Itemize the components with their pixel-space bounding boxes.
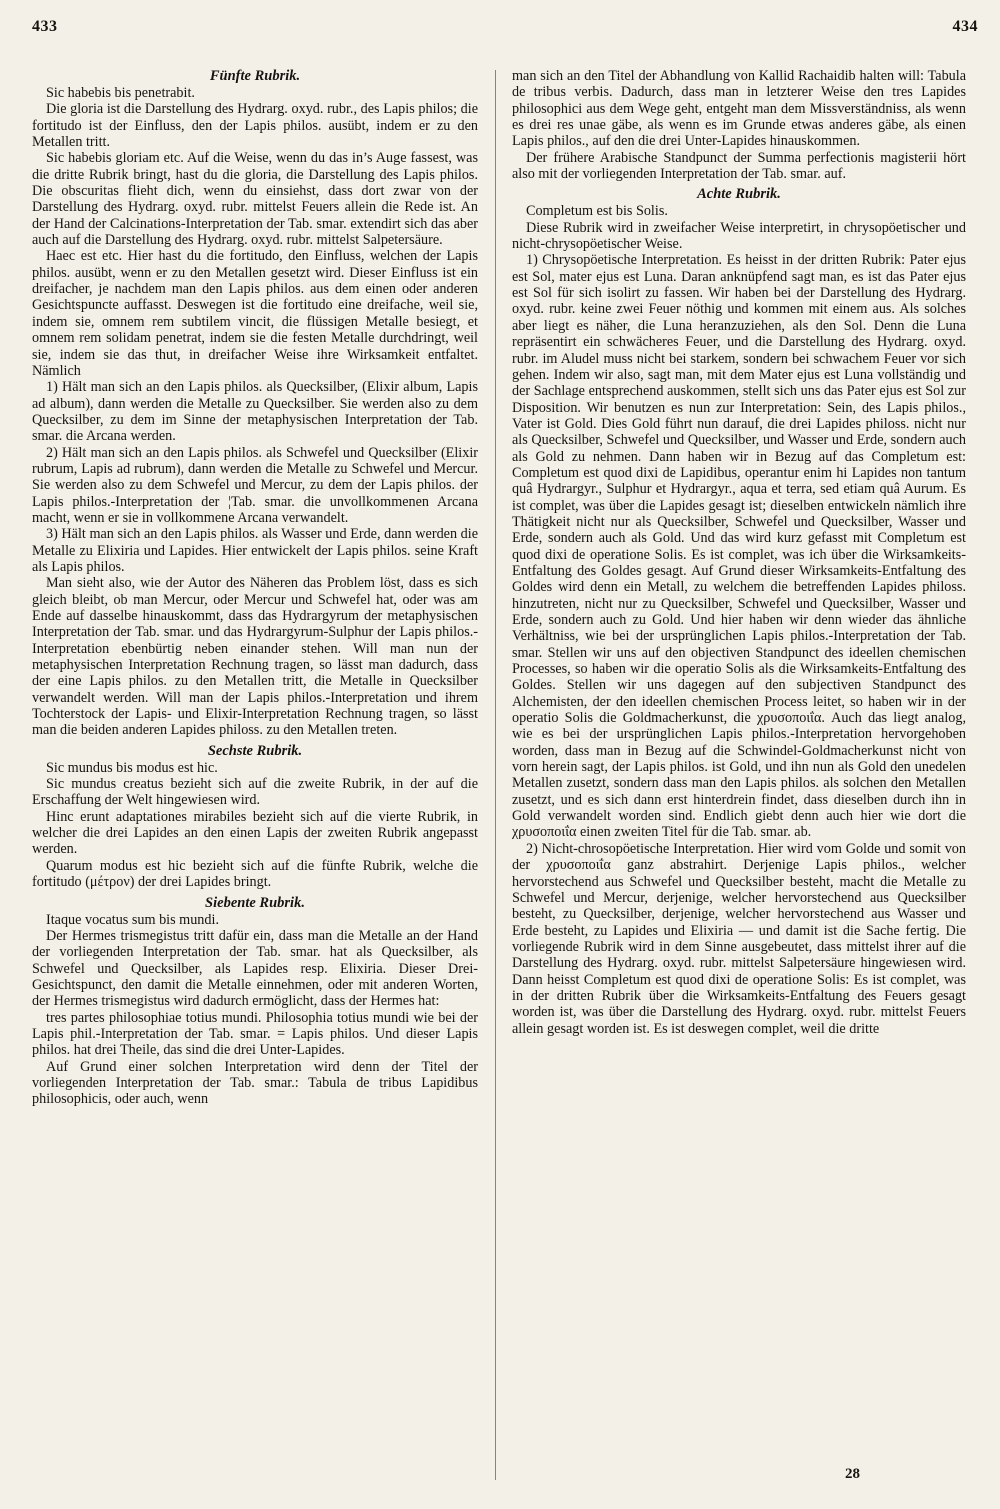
paragraph: 1) Hält man sich an den Lapis philos. als Quecksilber, (Elixir album, Lapis ad album), dann werden die Metalle zu Quecksilber. Sie werden also zu dem Quecksilber, zu dem im Sinne der metaphysischen Interpretation der Tab. smar. die Arcana werden. [32,379,478,445]
paragraph: 3) Hält man sich an den Lapis philos. als Wasser und Erde, dann werden die Metalle zu Elixiria und Lapides. Hier entwickelt der Lapis philos. seine Kraft als Lapis philos. [32,526,478,575]
paragraph: Completum est bis Solis. [526,203,668,220]
rubric-heading: Fünfte Rubrik. [209,68,301,84]
paragraph: Itaque vocatus sum bis mundi. [46,911,219,928]
paragraph: Die gloria ist die Darstellung des Hydrarg. oxyd. rubr., des Lapis philos; die fortitudo ist der Einfluss, den der Lapis philos. ausübt, indem er zu den Metallen tritt. [32,101,478,151]
signature-mark: 28 [845,1466,860,1482]
paragraph: Quarum modus est hic bezieht sich auf die fünfte Rubrik, welche die fortitudo (μέτρον) der drei Lapides bringt. [32,857,478,891]
paragraph: 2) Nicht-chrosopöetische Interpretation. Hier wird vom Golde und somit von der χρυσοποιΐα ganz abstrahirt. Derjenige Lapis philos., welcher hervorstechend aus Schwefel und Quecksilber besteht, macht die Metalle zu Schwefel und Mercur, derjenige, welcher hervorstechend aus Quecksilber besteht, zu Quecksilber, derjenige, welcher hervorstechend aus Wasser und Erde besteht, zu Lapides und Elixiria — und damit ist die Sache fertig. Die vorliegende Rubrik wird in dem Sinne ausgebeutet, dass mittelst ihrer auf die Darstellung des Hydrarg. oxyd. rubr. mittelst Salpetersäure hingewiesen wird. Dann heisst Completum est quod dixi de operatione Solis: Es ist complet, was in der dritten Rubrik über die Wirksamkeits-Entfaltung des Feuers gesagt worden ist, was über die Darstellung des Hydrarg. oxyd. rubr. mittelst Feuers allein gesagt worden ist. Es ist deswegen complet, weil die dritte [512,840,966,1037]
page-number-right: 434 [952,18,978,35]
paragraph: 1) Chrysopöetische Interpretation. Es heisst in der dritten Rubrik: Pater ejus est Sol, mater ejus est Luna. Daran anknüpfend sagt man, es ist das Pater ejus est Sol für sich isolirt zu fassen. Wir haben bei der Darstellung des Hydrarg. oxyd. rubr. keine zwei Feuer nöthig und kommen mit einem aus. Als solches aber liegt es näher, die Luna heranzuziehen, als den Sol. Denn die Luna repräsentirt ein schwächeres Feuer, und die Darstellung des Hydrarg. oxyd. rubr. im Aludel muss nicht bei starkem, sondern bei schwachem Feuer vor sich gehen. Indem wir also, sagt man, mit dem Mater ejus est Luna vollständig und der Sachlage entsprechend auskommen, stellt sich uns das Pater ejus est Sol zur Disposition. Wir benutzen es nun zur Interpretation: Sein, des Lapis philos., Vater ist Gold. Dies Gold führt nun darauf, die drei Lapides philoss. nicht nur als Quecksilber, Schwefel und Quecksilber, und Wasser und Erde, sondern auch als Gold zu nehmen. Dann haben wir in Bezug auf das Completum est: Completum est quod dixi de Lapidibus, operantur enim hi Lapides non tantum quâ Hydrargyr., Sulphur et Hydrargyr., aqua et terra, sed etiam quâ Aurum. Es ist complet, was über die Lapides gesagt ist; dieselben entwickeln nämlich ihre Thätigkeit nicht nur als Quecksilber, Schwefel und Quecksilber, Wasser und Erde, sondern auch als Gold. Und das wird kurz gefasst mit Completum est quod dixi de operatione Solis. Es ist complet, was ich über die Wirksamkeits-Entfaltung des Goldes gesagt. Auf Grund dieser Wirksamkeits-Entfaltung des Goldes wird denn ein Metall, zu welchem die betreffenden Lapides philoss. hinzutreten, nicht nur zu Quecksilber, Schwefel und Quecksilber, Wasser und Erde, sondern auch zu Gold. Und hier haben wir denn wieder das ähnliche Verhältniss, wie bei der ursprünglichen Lapis philos.-Interpretation der Tab. smar. Stellen wir uns auf den objectiven Standpunct des ideellen chemischen Processes, so haben wir die operatio Solis als die Wirksamkeits-Entfaltung des Goldes. Stellen wir uns dagegen auf den subjectiven Standpunct des Alchemisten, der den ideellen chemischen Process leitet, so haben wir in der operatio Solis die Goldmacherkunst, die χρυσοποιΐα. Auch das liegt analog, wie es bei der ursprünglichen Lapis philos.-Interpretation hervorgehoben worden, dass man in Bezug auf die Schwindel-Goldmacherkunst nicht von vorn herein sagt, der Lapis philos. ist Gold, und ihn nun als Gold den unedelen Metallen zusetzt, sondern dass man den Lapis philos. als solchen den Metallen zusetzt, und es sich dann erst hinterdrein findet, dass dieselben durch ihn in Gold verwandelt worden sind. Endlich giebt denn auch hier wie dort die χρυσοποιΐα einen zweiten Titel für die Tab. smar. ab. [512,252,966,841]
paragraph: tres partes philosophiae totius mundi. Philosophia totius mundi wie bei der Lapis phil.-Interpretation der Tab. smar. = Lapis philos. Und dieser Lapis philos. hat drei Theile, das sind die drei Unter-Lapides. [32,1009,478,1059]
paragraph: Sic mundus creatus bezieht sich auf die zweite Rubrik, in der auf die Erschaffung der Welt hingewiesen wird. [32,776,478,809]
paragraph: Auf Grund einer solchen Interpretation wird denn der Titel der vorliegenden Interpretation der Tab. smar.: Tabula de tribus Lapidibus philosophicis, oder auch, wenn [32,1058,478,1108]
paragraph: Diese Rubrik wird in zweifacher Weise interpretirt, in chrysopöetischer und nicht-chrysopöetischer Weise. [512,219,966,253]
paragraph: Der frühere Arabische Standpunct der Summa perfectionis magisterii hört also mit der vorliegenden Interpretation der Tab. smar. auf. [512,149,966,183]
paragraph: 2) Hält man sich an den Lapis philos. als Schwefel und Quecksilber (Elixir rubrum, Lapis ad rubrum), dann werden die Metalle zu Schwefel und Mercur. Sie werden also zu dem Schwefel und Mercur, zu dem der Lapis philos. der Lapis philos.-Interpretation der ¦Tab. smar. die unvollkommenen Arcana macht, wenn er sie in vollkommene Arcana verwandelt. [32,444,478,526]
paragraph: Sic mundus bis modus est hic. [46,759,218,776]
right-column [512,68,966,1037]
rubric-heading: Sechste Rubrik. [207,742,303,759]
page-number-left: 433 [32,18,58,35]
paragraph: Hinc erunt adaptationes mirabiles bezieht sich auf die vierte Rubrik, in welcher die drei Lapides an den einen Lapis der zweiten Rubrik angepasst werden. [32,808,478,858]
paragraph: man sich an den Titel der Abhandlung von Kallid Rachaidib halten will: Tabula de tribus verbis. Dadurch, dass man in letzterer Weise den tres Lapides philosophici aus dem Wege geht, entgeht man dem Missverständniss, als wenn es drei res unae gäbe, als wenn es im Grunde etwas anderes gäbe, als einen Lapis philos., auf den die drei Unter-Lapides hinauskommen. [512,68,966,150]
column-divider [495,70,496,1480]
paragraph: Sic habebis gloriam etc. Auf die Weise, wenn du das in’s Auge fassest, was die dritte Rubrik bringt, hast du die gloria, die Darstellung des Lapis philos. Die obscuritas flieht dich, wenn du einsiehst, dass dort zwar von der Darstellung des Hydrarg. oxyd. rubr. mittelst Feuers allein die Rede ist. An der Hand der Calcinations-Interpretation der Tab. smar. extendirt sich das aber auch auf die Darstellung des Hydrarg. oxyd. rubr. mittelst Salpetersäure. [32,150,478,249]
paragraph: Man sieht also, wie der Autor des Näheren das Problem löst, dass es sich gleich bleibt, ob man Mercur, oder Mercur und Schwefel hat, oder was am Ende auf dasselbe hinauskommt, dass das Hydrargyrum der metaphysischen Interpretation der Tab. smar. und das Hydrargyrum-Sulphur der Lapis philos.-Interpretation ebenbürtig neben einander stehen. Will man nun der metaphysischen Interpretation Rechnung tragen, so lässt man dadurch, dass der eine Lapis philos. zu den Metallen tritt, die Metalle in Quecksilber verwandelt werden. Will man der Lapis philos.-Interpretation und ihrem Tochterstock der Lapis- und Elixir-Interpretation Rechnung tragen, so lässt man die beiden anderen Lapides philoss. zu den Metallen treten. [32,575,478,739]
rubric-heading: Achte Rubrik. [697,186,781,203]
paragraph: Haec est etc. Hier hast du die fortitudo, den Einfluss, welchen der Lapis philos. ausübt, wenn er zu den Metallen gesetzt wird. Dieser Einfluss ist ein dreifacher, je nachdem man den Lapis philos. aus dem einen oder anderen Gesichtspuncte auffasst. Deswegen ist die fortitudo eine dreifache, weil sie, indem sie, omnem rem subtilem vincit, die flüssigen Metalle besiegt, et omnem rem solidam penetrat, indem sie die festen Metalle durchdringt, weil sie, indem sie das thut, in dreifacher Weise ihre Wirksamkeit entfaltet. Nämlich [32,248,478,379]
rubric-heading: Siebente Rubrik. [205,894,305,911]
paragraph: Sic habebis bis penetrabit. [46,85,195,101]
left-column [32,68,478,1108]
paragraph: Der Hermes trismegistus tritt dafür ein, dass man die Metalle an der Hand der vorliegenden Interpretation der Tab. smar. hat als Quecksilber, als Schwefel und Quecksilber, als Lapides resp. Elixiria. Dieser Drei-Gesichtspunct, den damit die Metalle einnehmen, oder mit anderen Worten, der Hermes trismegistus wird dadurch ermöglicht, dass der Hermes hat: [32,927,478,1010]
